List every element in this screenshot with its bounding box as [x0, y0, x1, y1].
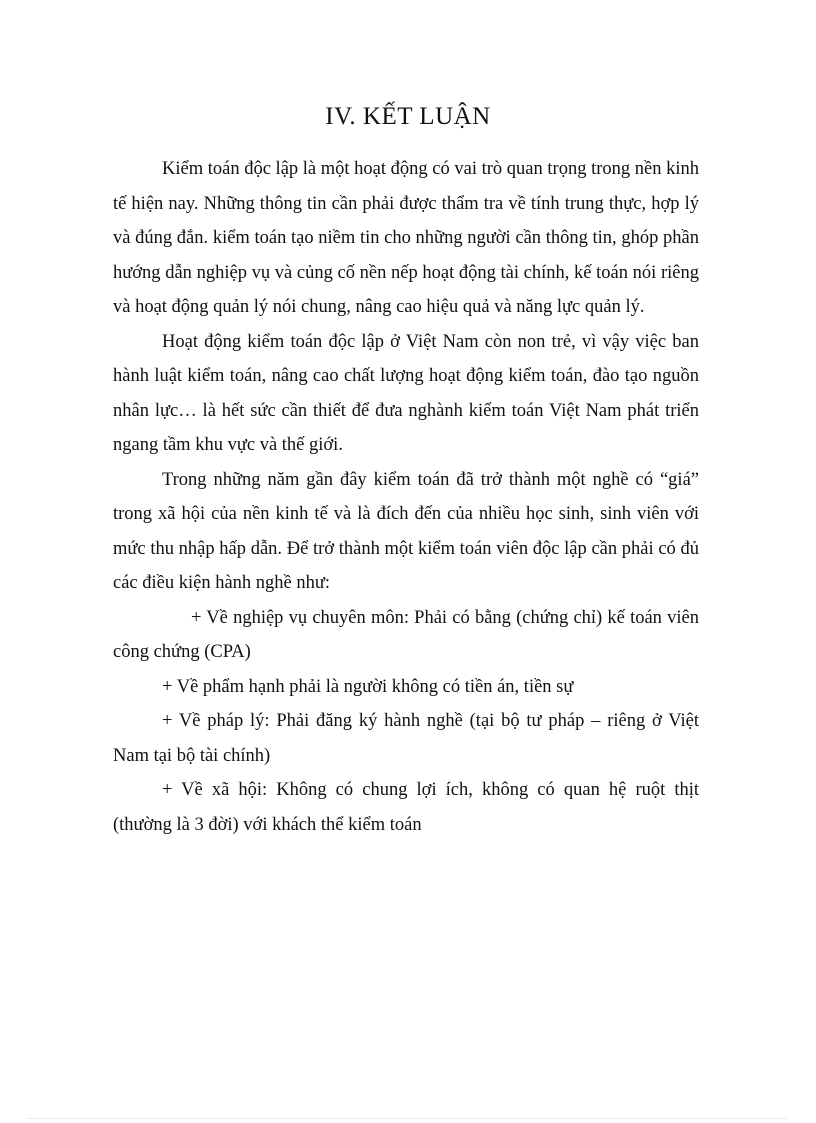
- paragraph-development: Hoạt động kiểm toán độc lập ở Việt Nam còn non trẻ, vì vậy việc ban hành luật kiểm toán, nâng cao chất lượng hoạt động kiểm toán, đào tạo nguồn nhân lực… là hết sức cần thiết để đưa nghành kiểm toán Việt Nam phát triển ngang tầm khu vực và thế giới.: [113, 331, 699, 455]
- requirement-item-professional: + Về nghiệp vụ chuyên môn: Phải có bằng (chứng chỉ) kế toán viên công chứng (CPA): [113, 607, 699, 662]
- page-bottom-divider: [28, 1118, 788, 1119]
- document-body: [113, 152, 699, 842]
- paragraph-intro: Kiểm toán độc lập là một hoạt động có vai trò quan trọng trong nền kinh tế hiện nay. Những thông tin cần phải được thẩm tra về tính trung thực, hợp lý và đúng đắn. kiểm toán tạo niềm tin cho những người cần thông tin, ghóp phần hướng dẫn nghiệp vụ và củng cố nền nếp hoạt động tài chính, kế toán nói riêng và hoạt động quản lý nói chung, nâng cao hiệu quả và năng lực quản lý.: [113, 159, 699, 317]
- requirement-item-legal: + Về pháp lý: Phải đăng ký hành nghề (tại bộ tư pháp – riêng ở Việt Nam tại bộ tài chính): [113, 711, 699, 766]
- page-title: IV. KẾT LUẬN: [325, 103, 491, 130]
- requirement-item-ethics: + Về phẩm hạnh phải là người không có tiền án, tiền sự: [162, 676, 574, 697]
- paragraph-requirements-intro: Trong những năm gần đây kiểm toán đã trở thành một nghề có “giá” trong xã hội của nền kinh tế và là đích đến của nhiều học sinh, sinh viên với mức thu nhập hấp dẫn. Để trở thành một kiểm toán viên độc lập cần phải có đủ các điều kiện hành nghề như:: [113, 469, 699, 593]
- requirement-item-social: + Về xã hội: Không có chung lợi ích, không có quan hệ ruột thịt (thường là 3 đời) với khách thể kiểm toán: [113, 780, 699, 835]
